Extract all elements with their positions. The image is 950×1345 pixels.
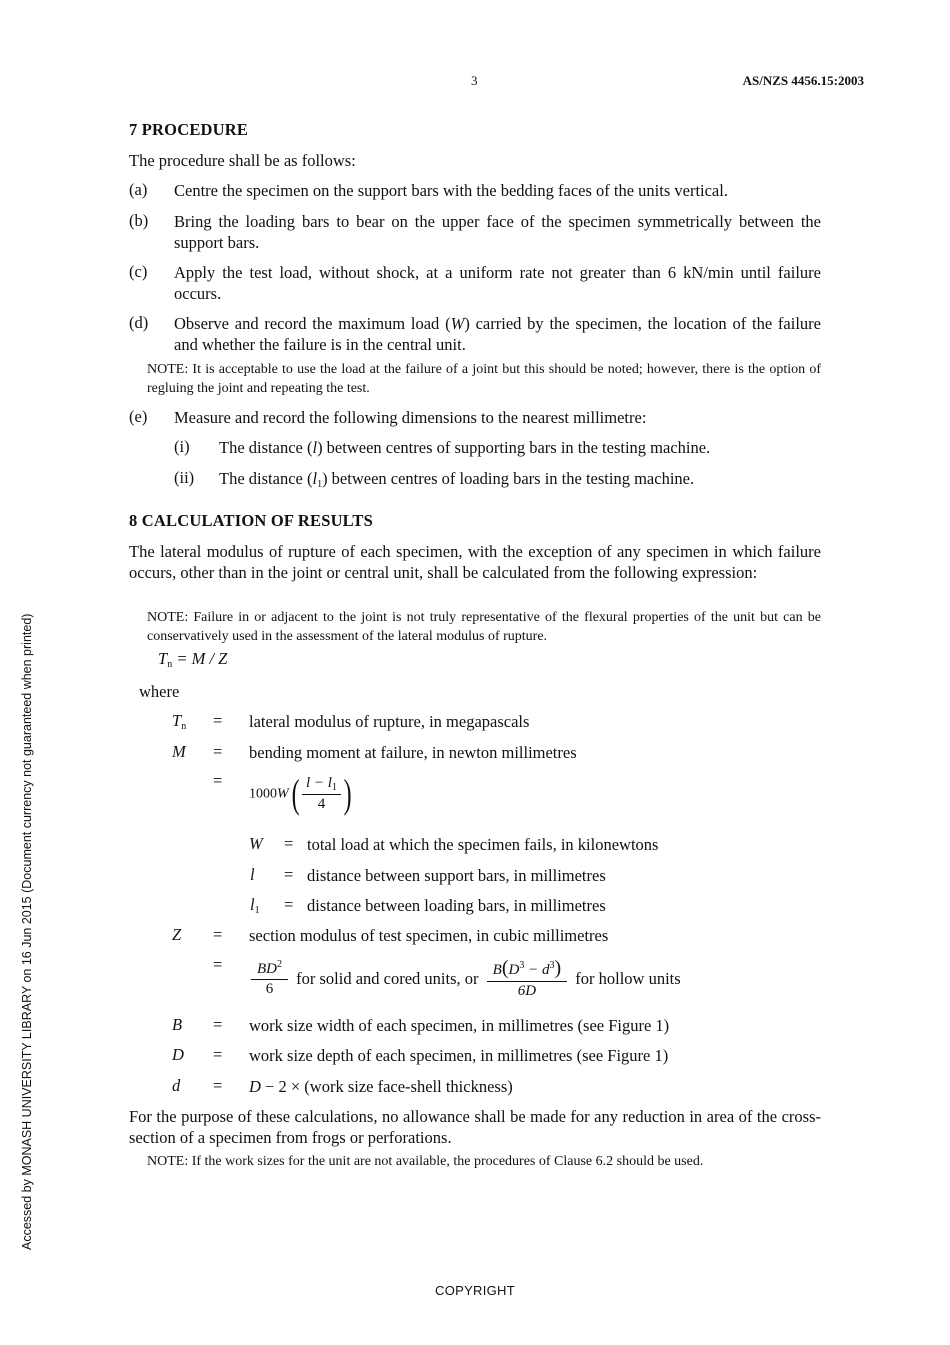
equals-sign: = — [284, 865, 294, 884]
copyright-footer: COPYRIGHT — [435, 1283, 515, 1298]
definition-b: work size width of each specimen, in millimetres (see Figure 1) — [249, 1016, 670, 1035]
definition-m: bending moment at failure, in newton millimetres — [249, 743, 577, 762]
definition-d-lower: D − 2 × (work size face-shell thickness) — [249, 1077, 513, 1096]
step-d-label: (d) — [129, 313, 149, 332]
equals-sign: = — [213, 1015, 223, 1034]
closing-paragraph: For the purpose of these calculations, no allowance shall be made for any reduction in area of the cross-section of a specimen from frogs or perforations. — [129, 1107, 821, 1147]
equals-sign: = — [213, 771, 223, 790]
equals-sign: = — [284, 834, 294, 853]
step-a-label: (a) — [129, 180, 148, 199]
procedure-intro: The procedure shall be as follows: — [129, 151, 356, 170]
symbol-m: M — [172, 742, 186, 761]
symbol-d-upper: D — [172, 1045, 184, 1064]
step-e-text: Measure and record the following dimensions to the nearest millimetre: — [174, 408, 647, 427]
step-e-label: (e) — [129, 407, 148, 426]
symbol-d-lower: d — [172, 1076, 181, 1095]
standard-code: AS/NZS 4456.15:2003 — [742, 73, 864, 88]
equals-sign: = — [213, 742, 223, 761]
sub-item-ii-label: (ii) — [174, 468, 195, 487]
sub-item-i-text: The distance (l) between centres of supporting bars in the testing machine. — [219, 438, 711, 457]
step-b-label: (b) — [129, 211, 149, 230]
section-7-heading: 7 PROCEDURE — [129, 120, 249, 139]
access-watermark: Accessed by MONASH UNIVERSITY LIBRARY on 16 Jun 2015 (Document currency not guaranteed when printed) — [20, 613, 34, 1250]
equals-sign: = — [284, 895, 294, 914]
equals-sign: = — [213, 1045, 223, 1064]
equals-sign: = — [213, 925, 223, 944]
step-c-text: Apply the test load, without shock, at a uniform rate not greater than 6 kN/min until failure occurs. — [174, 263, 821, 303]
step-d-text: Observe and record the maximum load (W) carried by the specimen, the location of the failure and whether the failure is in the central unit. — [174, 314, 821, 354]
work-size-note: NOTE: If the work sizes for the unit are not available, the procedures of Clause 6.2 should be used. — [147, 1154, 704, 1169]
step-a-text: Centre the specimen on the support bars with the bedding faces of the units vertical. — [174, 181, 728, 200]
definition-w: total load at which the specimen fails, in kilonewtons — [307, 835, 659, 854]
definition-z: section modulus of test specimen, in cubic millimetres — [249, 926, 609, 945]
equals-sign: = — [213, 955, 223, 974]
moment-formula: 1000W( $\frac{l - l_1}{4}$ ) — [249, 771, 352, 816]
calculation-note: NOTE: Failure in or adjacent to the joint is not truly representative of the flexural properties of the unit but can be conservatively used in the assessment of the lateral modulus of rupture. — [147, 610, 821, 644]
section-8-heading: 8 CALCULATION OF RESULTS — [129, 511, 373, 530]
page-number: 3 — [471, 73, 478, 88]
definition-l: distance between support bars, in millimetres — [307, 866, 606, 885]
sub-item-ii-text: The distance $(l_1)$ between centres of loading bars in the testing machine. — [219, 469, 695, 490]
calculation-intro: The lateral modulus of rupture of each specimen, with the exception of any specimen in which failure occurs, other than in the joint or central unit, shall be calculated from the following expression: — [129, 542, 821, 582]
equals-sign: = — [213, 1076, 223, 1095]
step-b-text: Bring the loading bars to bear on the upper face of the specimen symmetrically between the support bars. — [174, 212, 821, 252]
symbol-tn: $T_n$ — [172, 711, 187, 732]
symbol-b: B — [172, 1015, 183, 1034]
main-formula: $T_n = M / Z$ — [158, 649, 228, 670]
symbol-l: l — [250, 865, 255, 884]
definition-l1: distance between loading bars, in millimetres — [307, 896, 606, 915]
definition-d-upper: work size depth of each specimen, in millimetres (see Figure 1) — [249, 1046, 669, 1065]
sub-item-i-label: (i) — [174, 437, 190, 456]
symbol-l1: $l_1$ — [250, 895, 260, 916]
section-modulus-formula: $\frac{BD^2}{6}$ for solid and cored units, or $\frac{B(D^3 - d^3)}{6D}$ for hollow units — [251, 957, 681, 1000]
definition-tn: lateral modulus of rupture, in megapascals — [249, 712, 530, 731]
where-label: where — [139, 682, 180, 701]
symbol-z: Z — [172, 925, 182, 944]
symbol-w: W — [249, 834, 263, 853]
procedure-note: NOTE: It is acceptable to use the load at the failure of a joint but this should be noted; however, there is the option of regluing the joint and repeating the test. — [147, 362, 821, 396]
equals-sign: = — [213, 711, 223, 730]
step-c-label: (c) — [129, 262, 148, 281]
